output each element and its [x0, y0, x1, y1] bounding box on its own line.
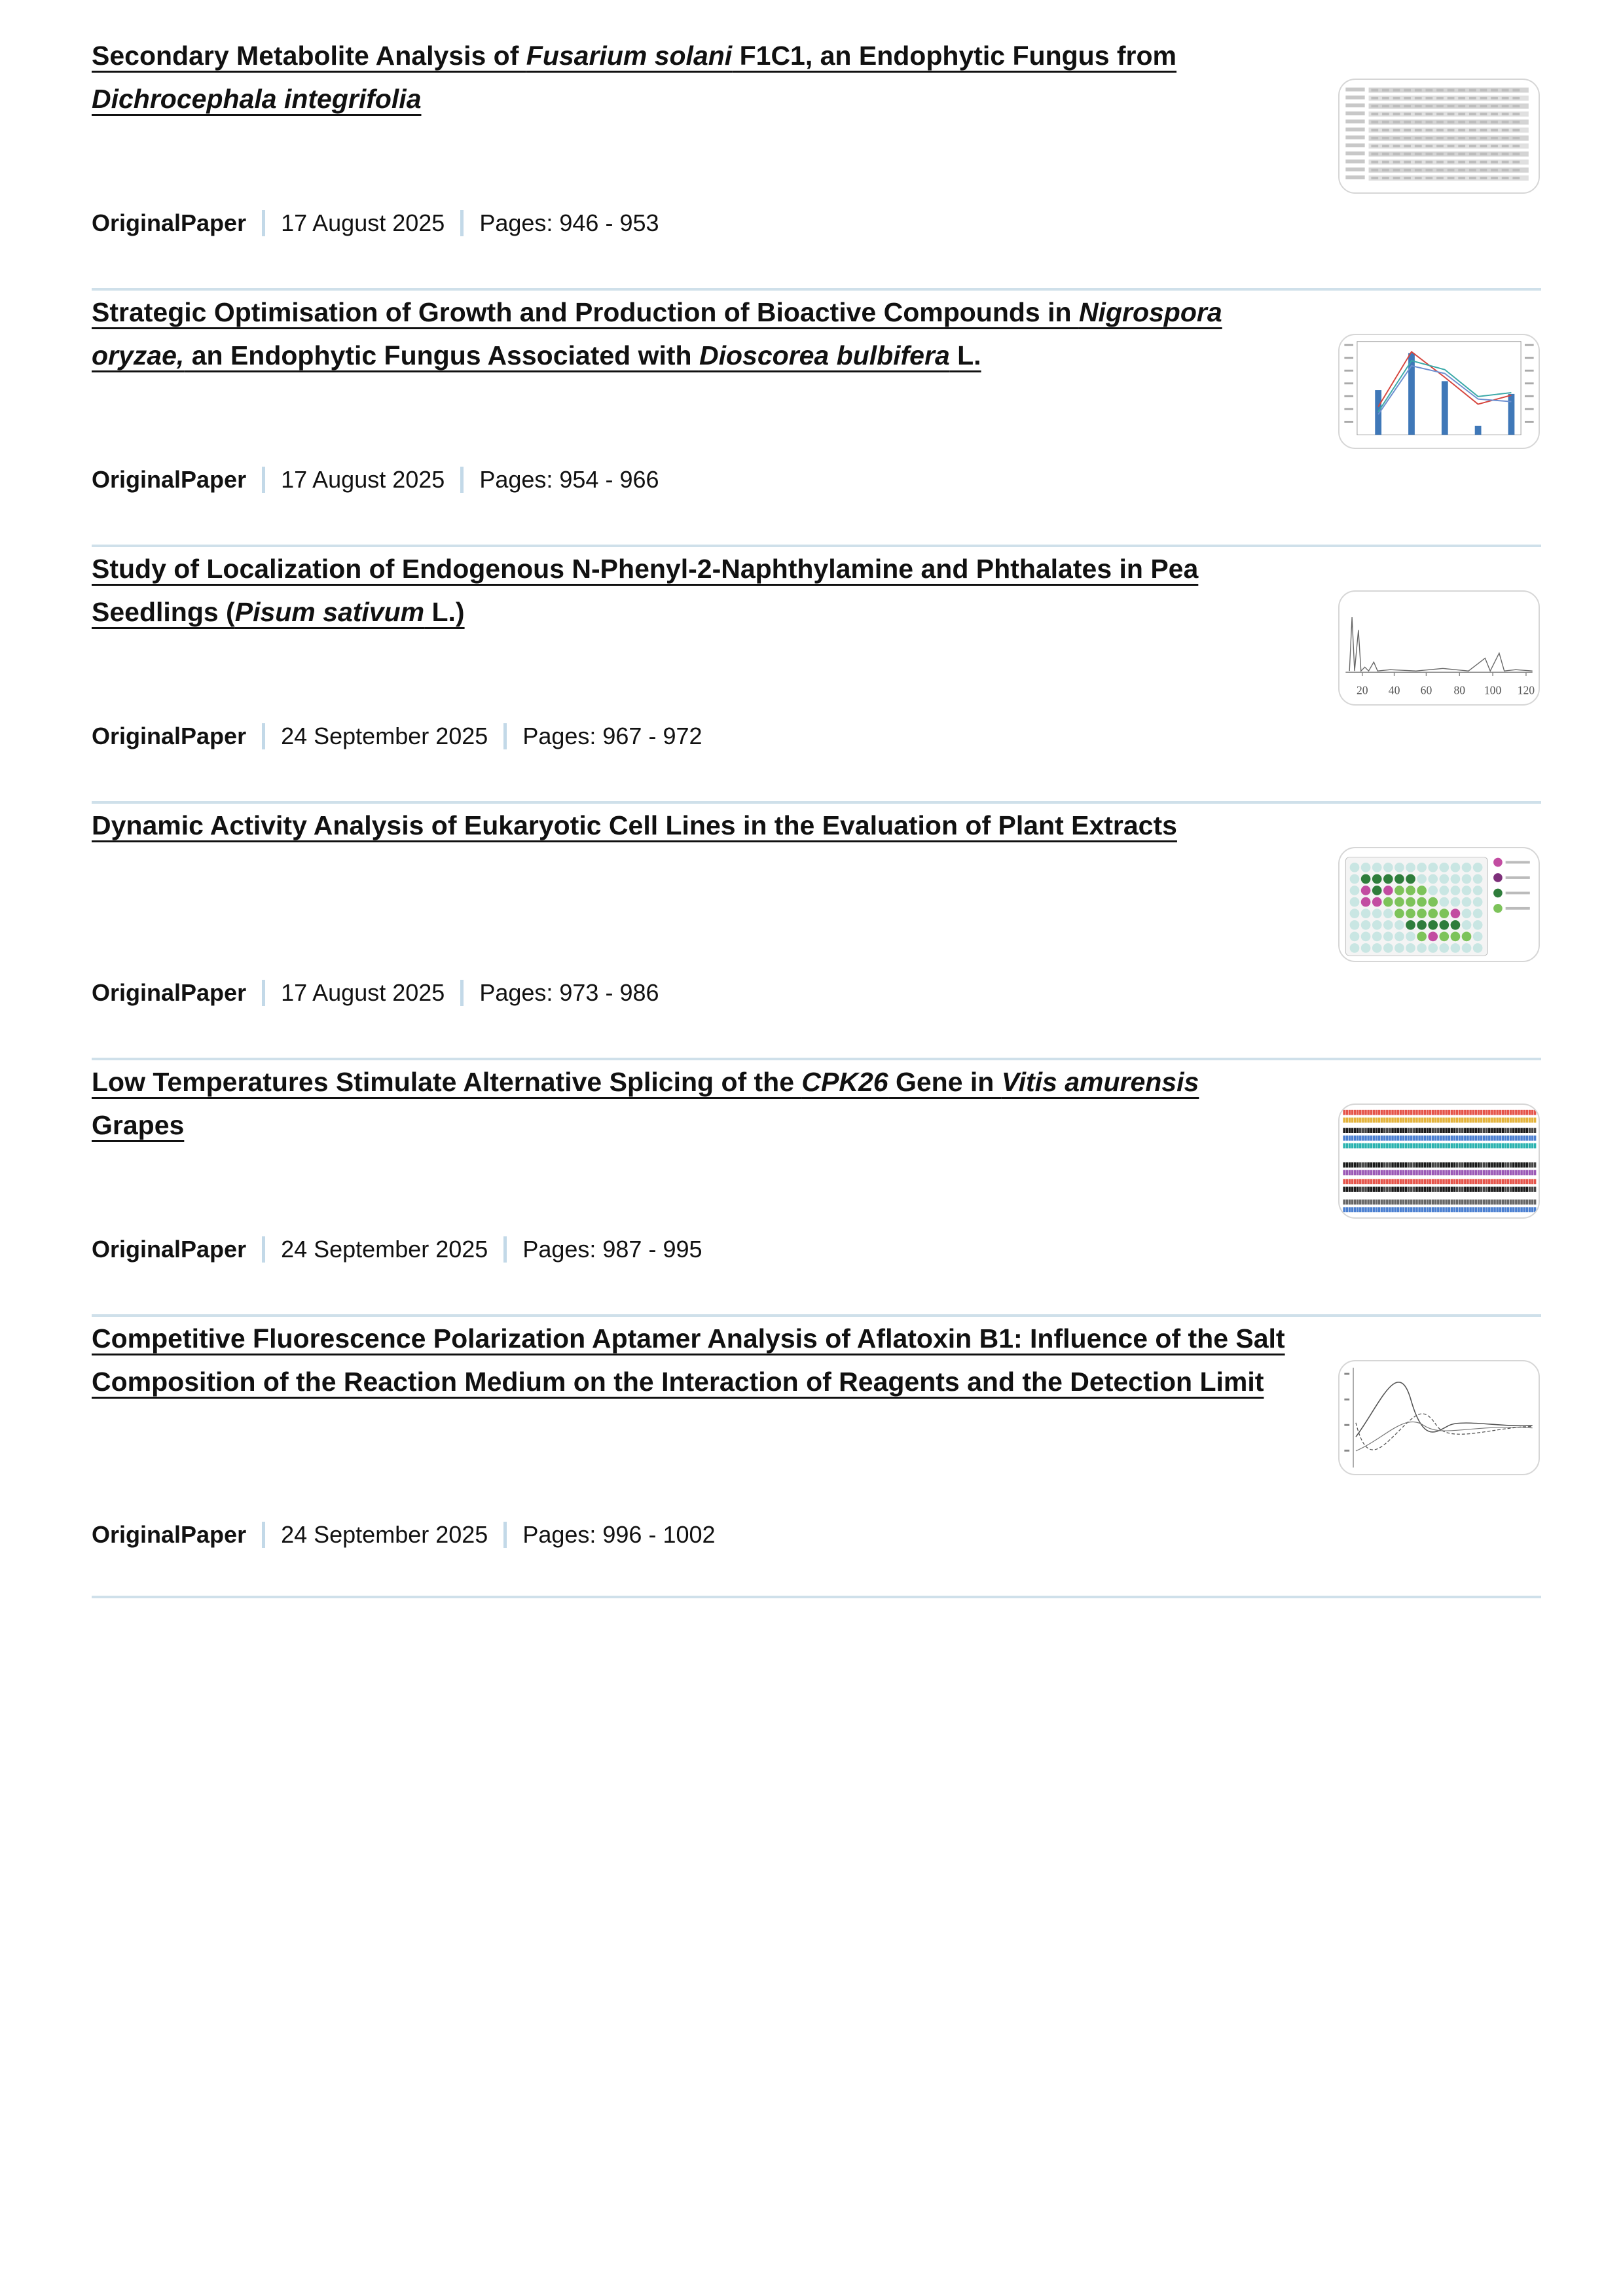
meta-separator — [262, 980, 265, 1006]
tick-label: 100 — [1484, 683, 1502, 697]
publication-date: 17 August 2025 — [281, 466, 445, 493]
article-item — [92, 1317, 1541, 1598]
article-title-segment: L. — [949, 340, 981, 370]
article-item — [92, 291, 1541, 547]
article-type: OriginalPaper — [92, 1236, 247, 1263]
article-title-segment: Gene in — [888, 1067, 1002, 1097]
article-meta — [92, 723, 702, 750]
publication-date: 24 September 2025 — [281, 723, 488, 749]
sequence-alignment-thumbnail[interactable] — [1338, 1103, 1540, 1219]
table-thumbnail — [1340, 80, 1539, 192]
publication-date: 17 August 2025 — [281, 209, 445, 236]
article-type: OriginalPaper — [92, 466, 247, 493]
article-title-link[interactable] — [92, 297, 1222, 370]
publication-date: 24 September 2025 — [281, 1236, 488, 1263]
article-title-segment: Competitive Fluorescence Polarization Aptamer Analysis of Aflatoxin B1: Influence of the Salt Composition of the Reaction Medium on the Interaction of Reagents and the Detection Limit — [92, 1323, 1285, 1397]
article-title-segment: Nigrospora oryzae, — [92, 297, 1222, 370]
article-type: OriginalPaper — [92, 209, 247, 236]
article-item — [92, 804, 1541, 1060]
publication-date: 17 August 2025 — [281, 979, 445, 1006]
well-plate-thumbnail-graphic — [1340, 848, 1539, 961]
article-title-segment: Vitis amurensis — [1001, 1067, 1199, 1097]
article-title-link[interactable] — [92, 41, 1176, 114]
article-meta — [92, 209, 659, 237]
article-meta — [92, 466, 659, 493]
article-title-segment: F1C1, an Endophytic Fungus from — [732, 41, 1177, 71]
meta-separator — [262, 1236, 265, 1263]
article-title-segment: Dynamic Activity Analysis of Eukaryotic Cell Lines in the Evaluation of Plant Extracts — [92, 810, 1177, 840]
article-title — [92, 547, 1296, 634]
bar-line-chart-thumbnail[interactable] — [1338, 334, 1540, 449]
spectra-curve-thumbnail-graphic — [1340, 1361, 1539, 1474]
tick-label: 80 — [1453, 683, 1466, 697]
article-title-segment: Dichrocephala integrifolia — [92, 84, 422, 114]
spectra-curve-thumbnail[interactable] — [1338, 1360, 1540, 1475]
article-title-segment: Study of Localization of Endogenous N-Phenyl-2-Naphthylamine and Phthalates in Pea Seedlings ( — [92, 554, 1199, 627]
tick-label: 20 — [1356, 683, 1368, 697]
article-meta — [92, 1521, 716, 1549]
publication-date: 24 September 2025 — [281, 1521, 488, 1548]
article-title — [92, 804, 1296, 847]
meta-separator — [262, 210, 265, 236]
meta-separator — [262, 467, 265, 493]
meta-separator — [460, 210, 464, 236]
well-plate-thumbnail[interactable] — [1338, 847, 1540, 962]
meta-separator — [503, 1236, 507, 1263]
chromatogram-thumbnail-graphic — [1340, 592, 1539, 704]
article-item — [92, 34, 1541, 291]
chromatogram-thumbnail[interactable] — [1338, 590, 1540, 706]
article-title — [92, 291, 1296, 377]
sequence-alignment-thumbnail-graphic — [1340, 1105, 1539, 1217]
table-thumbnail[interactable] — [1338, 79, 1540, 194]
page-range: Pages: 954 - 966 — [479, 466, 659, 493]
article-title-segment: Pisum sativum — [234, 597, 425, 627]
article-title-link[interactable] — [92, 1323, 1285, 1397]
article-item — [92, 1060, 1541, 1317]
article-title — [92, 1317, 1296, 1403]
tick-label: 120 — [1517, 683, 1535, 697]
article-title-segment: Fusarium solani — [526, 41, 733, 71]
article-title-segment: an Endophytic Fungus Associated with — [184, 340, 699, 370]
article-title-link[interactable] — [92, 554, 1198, 627]
article-title-segment: Strategic Optimisation of Growth and Production of Bioactive Compounds in — [92, 297, 1079, 327]
meta-separator — [503, 723, 507, 749]
article-title — [92, 1060, 1296, 1147]
article-title — [92, 34, 1296, 120]
article-title-segment: Low Temperatures Stimulate Alternative Splicing of the — [92, 1067, 802, 1097]
page-range: Pages: 987 - 995 — [522, 1236, 702, 1263]
bar-line-chart-thumbnail-graphic — [1340, 335, 1539, 448]
meta-separator — [503, 1522, 507, 1548]
article-item — [92, 547, 1541, 804]
article-title-link[interactable] — [92, 810, 1177, 840]
meta-separator — [460, 980, 464, 1006]
article-title-segment: Dioscorea bulbifera — [699, 340, 950, 370]
article-title-segment: CPK26 — [801, 1067, 888, 1097]
article-meta — [92, 979, 659, 1007]
page-range: Pages: 996 - 1002 — [522, 1521, 716, 1548]
article-title-segment: L.) — [424, 597, 465, 627]
article-title-segment: Secondary Metabolite Analysis of — [92, 41, 526, 71]
meta-separator — [262, 723, 265, 749]
article-title-segment: Grapes — [92, 1110, 185, 1140]
meta-separator — [262, 1522, 265, 1548]
page-range: Pages: 946 - 953 — [479, 209, 659, 236]
meta-separator — [460, 467, 464, 493]
article-meta — [92, 1236, 702, 1263]
page-range: Pages: 973 - 986 — [479, 979, 659, 1006]
article-type: OriginalPaper — [92, 723, 247, 749]
tick-label: 40 — [1388, 683, 1400, 697]
article-title-link[interactable] — [92, 1067, 1199, 1140]
article-type: OriginalPaper — [92, 979, 247, 1006]
article-type: OriginalPaper — [92, 1521, 247, 1548]
page-range: Pages: 967 - 972 — [522, 723, 702, 749]
tick-label: 60 — [1420, 683, 1432, 697]
